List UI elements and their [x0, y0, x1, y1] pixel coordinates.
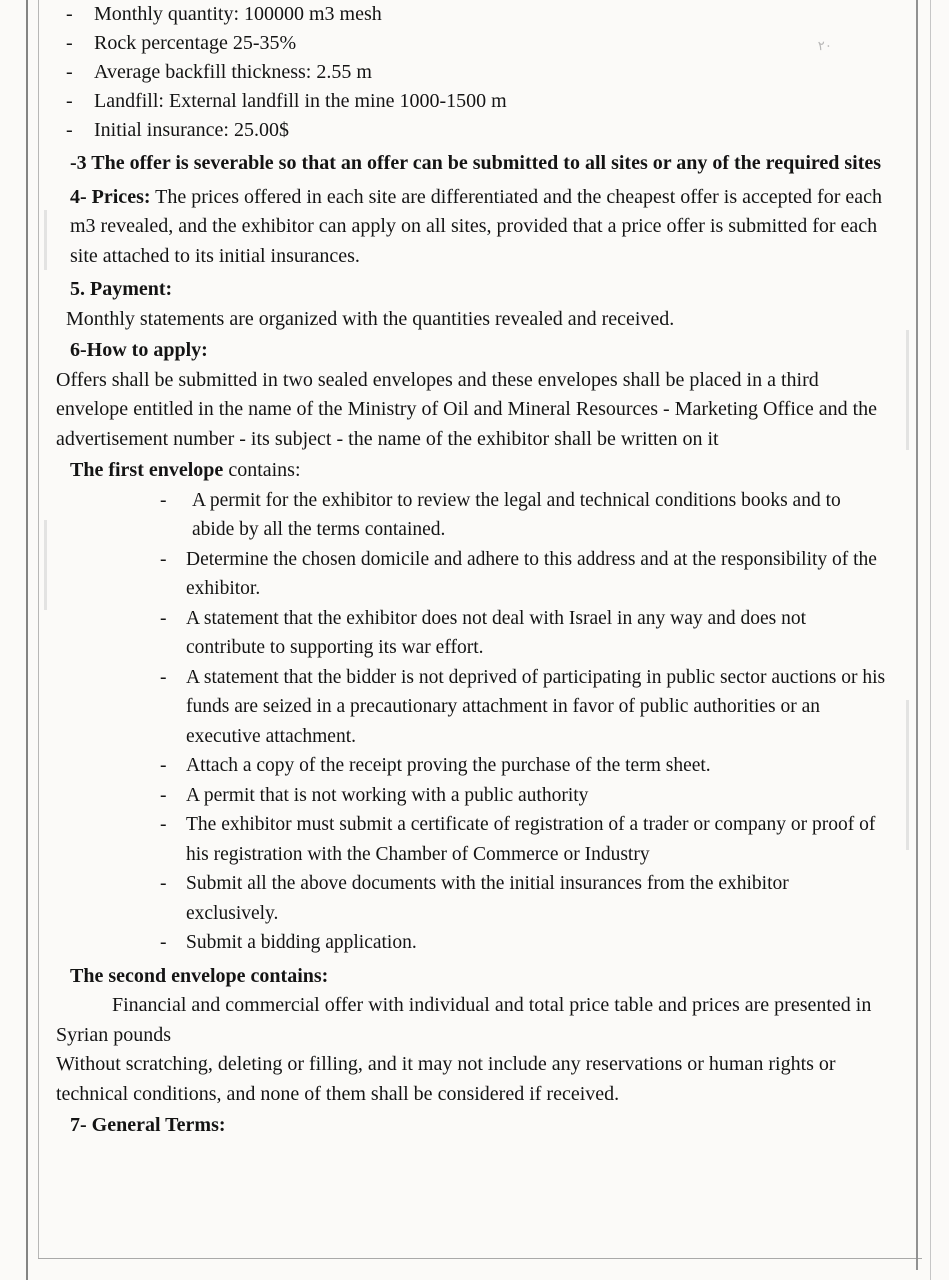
handwritten-margin-mark: ۲۰	[817, 37, 833, 54]
first-envelope-heading-rest: contains:	[223, 459, 301, 481]
first-envelope-list	[56, 486, 886, 958]
section-3-heading: -3 The offer is severable so that an offer can be submitted to all sites or any of the required sites	[70, 152, 882, 174]
list-item: - Attach a copy of the receipt proving the purchase of the term sheet.	[160, 751, 886, 781]
scan-speckle	[44, 210, 47, 270]
list-item: - Rock percentage 25-35%	[56, 29, 886, 58]
list-item: - A permit that is not working with a public authority	[160, 781, 886, 811]
section-4-paragraph	[56, 183, 886, 272]
second-envelope-text-2: Without scratching, deleting or filling, and it may not include any reservations or human rights or technical conditions, and none of them shall be considered if received.	[56, 1053, 836, 1105]
second-envelope-heading: The second envelope contains:	[70, 964, 329, 987]
section-6-heading: 6-How to apply:	[70, 339, 208, 361]
scan-edge-line-right	[916, 0, 918, 1270]
list-item: - The exhibitor must submit a certificate of registration of a trader or company or proof of his registration with the Chamber of Commerce or Industry	[160, 810, 886, 869]
list-item: - Submit all the above documents with the initial insurances from the exhibitor exclusively.	[160, 869, 886, 928]
specification-list	[56, 0, 886, 145]
list-item: - A statement that the bidder is not deprived of participating in public sector auctions or his funds are seized in a precautionary attachment in favor of public authorities or an executive attachment.	[160, 663, 886, 752]
list-item: - Monthly quantity: 100000 m3 mesh	[56, 0, 886, 29]
section-4-heading: 4- Prices:	[70, 185, 151, 208]
list-item: - Submit a bidding application.	[160, 928, 886, 958]
list-item: - Landfill: External landfill in the mine 1000-1500 m	[56, 87, 886, 116]
list-item: - Average backfill thickness: 2.55 m	[56, 58, 886, 87]
scan-edge-line-bottom	[38, 1258, 922, 1259]
list-item: - Determine the chosen domicile and adhere to this address and at the responsibility of the exhibitor.	[160, 545, 886, 604]
scan-edge-line-left-inner	[38, 0, 39, 1258]
scan-speckle	[906, 700, 909, 850]
list-item: - A statement that the exhibitor does not deal with Israel in any way and does not contribute to supporting its war effort.	[160, 604, 886, 663]
section-5-text: Monthly statements are organized with the quantities revealed and received.	[66, 307, 675, 330]
scan-speckle	[906, 330, 909, 450]
list-item: - A permit for the exhibitor to review the legal and technical conditions books and to abide by all the terms contained.	[160, 486, 886, 545]
second-envelope-text-1: Financial and commercial offer with individual and total price table and prices are presented in Syrian pounds	[56, 994, 872, 1046]
section-6-text: Offers shall be submitted in two sealed envelopes and these envelopes shall be placed in a third envelope entitled in the name of the Ministry of Oil and Mineral Resources - Marketing Office and the advertisement number - its subject - the name of the exhibitor shall be written on it	[56, 368, 878, 450]
scan-edge-line-left	[26, 0, 28, 1280]
scan-edge-line-right-outer	[930, 0, 931, 1280]
section-7-heading: 7- General Terms:	[70, 1114, 226, 1136]
section-4-text: The prices offered in each site are differentiated and the cheapest offer is accepted for each m3 revealed, and the exhibitor can apply on all sites, provided that a price offer is submitted for each site attached to its initial insurances.	[70, 185, 882, 267]
first-envelope-heading-line	[56, 456, 886, 486]
document-body	[56, 0, 886, 1141]
first-envelope-heading: The first envelope	[70, 459, 224, 481]
section-5-heading: 5. Payment:	[70, 278, 173, 300]
list-item: - Initial insurance: 25.00$	[56, 116, 886, 145]
scan-speckle	[44, 520, 47, 610]
